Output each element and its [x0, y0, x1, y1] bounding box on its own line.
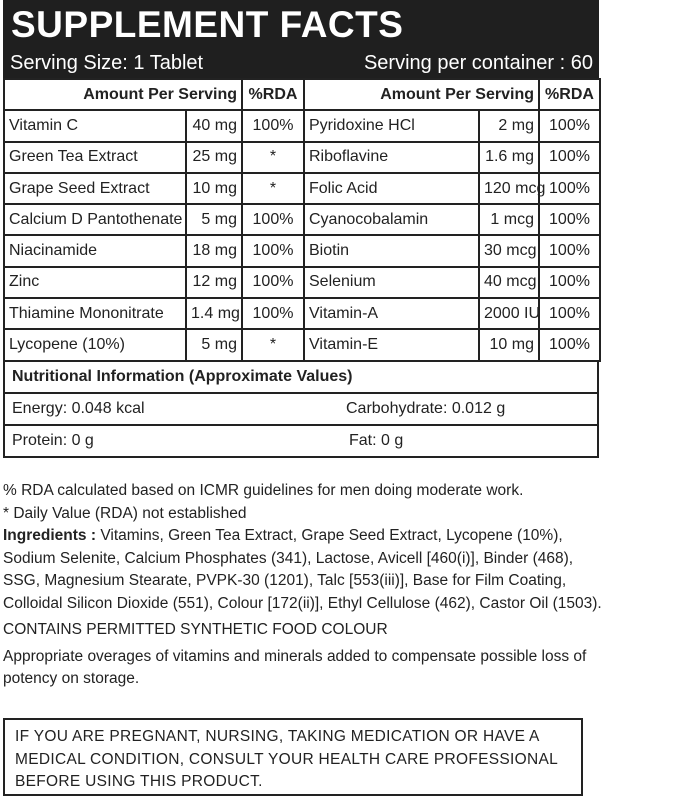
nutrient-name: Vitamin C [4, 110, 186, 141]
table-row [4, 329, 600, 360]
nutrient-name: Calcium D Pantothenate [4, 204, 186, 235]
nutrient-amount: 40 mg [186, 110, 242, 141]
nutrient-name: Grape Seed Extract [4, 173, 186, 204]
nutrient-rda: 100% [539, 298, 600, 329]
nutrition-row [5, 424, 597, 456]
nutrient-amount: 5 mg [186, 204, 242, 235]
nutrient-rda: 100% [242, 298, 304, 329]
rda-note: % RDA calculated based on ICMR guidelines for men doing moderate work. [3, 482, 524, 499]
table-row [4, 298, 600, 329]
nutrient-amount: 25 mg [186, 142, 242, 173]
nutrient-rda: * [242, 329, 304, 360]
nutrient-amount: 12 mg [186, 267, 242, 298]
ingredients-label: Ingredients : [3, 527, 97, 544]
nutrient-amount: 1 mcg [479, 204, 539, 235]
carbohydrate-value: Carbohydrate: 0.012 g [346, 399, 506, 417]
nutrient-name: Vitamin-A [304, 298, 479, 329]
energy-value: Energy: 0.048 kcal [12, 399, 145, 417]
ingredients-text: Vitamins, Green Tea Extract, Grape Seed Extract, Lycopene (10%), Sodium Selenite, Calcium Phosphates (341), Lactose, Avicell [460(i)], Binder (468), SSG, Magnesium Stearate, PVPK-30 (1201), Talc [553(iii)], Base for Film Coating, Colloidal Silicon Dioxide (551), Colour [172(ii)], Ethyl Cellulose (462), Castor Oil (1503). [3, 527, 602, 612]
nutrient-amount: 10 mg [479, 329, 539, 360]
nutrient-amount: 5 mg [186, 329, 242, 360]
nutrient-amount: 10 mg [186, 173, 242, 204]
nutrient-rda: 100% [242, 110, 304, 141]
nutrient-rda: 100% [539, 110, 600, 141]
nutrient-rda: 100% [539, 235, 600, 266]
nutrient-rda: 100% [242, 204, 304, 235]
table-row [4, 267, 600, 298]
nutrient-amount: 1.6 mg [479, 142, 539, 173]
nutrient-name: Cyanocobalamin [304, 204, 479, 235]
nutrient-name: Niacinamide [4, 235, 186, 266]
facts-table [3, 78, 601, 362]
nutrient-rda: * [242, 173, 304, 204]
nutrient-name: Zinc [4, 267, 186, 298]
nutrient-name: Riboflavine [304, 142, 479, 173]
nutrient-amount: 30 mcg [479, 235, 539, 266]
nutrition-title: Nutritional Information (Approximate Values) [12, 367, 353, 385]
protein-value: Protein: 0 g [12, 431, 94, 449]
table-row [4, 204, 600, 235]
table-row [4, 142, 600, 173]
overage-note: Appropriate overages of vitamins and minerals added to compensate possible loss of potency on storage. [3, 647, 587, 687]
nutrient-amount: 2000 IU [479, 298, 539, 329]
nutrient-name: Pyridoxine HCl [304, 110, 479, 141]
facts-header [3, 0, 599, 78]
nutrient-rda: 100% [539, 204, 600, 235]
nutrient-rda: 100% [539, 173, 600, 204]
ingredients [3, 525, 603, 615]
nutrition-title-row [5, 362, 597, 392]
nutrient-rda: 100% [539, 142, 600, 173]
nutrition-box [3, 362, 599, 458]
fat-value: Fat: 0 g [349, 431, 404, 449]
nutrient-rda: 100% [242, 235, 304, 266]
colour-note: CONTAINS PERMITTED SYNTHETIC FOOD COLOUR [3, 621, 388, 638]
nutrient-name: Biotin [304, 235, 479, 266]
amount-header-right: Amount Per Serving [304, 79, 539, 110]
facts-title: SUPPLEMENT FACTS [11, 4, 404, 45]
rda-header-left: %RDA [242, 79, 304, 110]
nutrient-rda: 100% [242, 267, 304, 298]
nutrient-amount: 2 mg [479, 110, 539, 141]
nutrient-rda: 100% [539, 329, 600, 360]
table-row [4, 173, 600, 204]
rda-header-right: %RDA [539, 79, 600, 110]
warning-box: IF YOU ARE PREGNANT, NURSING, TAKING MEDICATION OR HAVE A MEDICAL CONDITION, CONSULT YOUR HEALTH CARE PROFESSIONAL BEFORE USING THIS PRODUCT. [3, 718, 583, 796]
nutrient-name: Selenium [304, 267, 479, 298]
nutrient-name: Folic Acid [304, 173, 479, 204]
servings-per-container: Serving per container : 60 [363, 52, 593, 74]
nutrient-amount: 1.4 mg [186, 298, 242, 329]
serving-size: Serving Size: 1 Tablet [10, 52, 204, 74]
dv-note: * Daily Value (RDA) not established [3, 504, 247, 522]
table-row [4, 235, 600, 266]
nutrient-rda: 100% [539, 267, 600, 298]
table-row [4, 110, 600, 141]
nutrient-rda: * [242, 142, 304, 173]
nutrient-name: Lycopene (10%) [4, 329, 186, 360]
notes-section [3, 480, 603, 691]
nutrient-name: Vitamin-E [304, 329, 479, 360]
nutrition-row [5, 392, 597, 424]
supplement-facts-panel [3, 0, 599, 458]
nutrient-amount: 40 mcg [479, 267, 539, 298]
amount-header-left: Amount Per Serving [4, 79, 242, 110]
nutrient-name: Green Tea Extract [4, 142, 186, 173]
nutrient-amount: 18 mg [186, 235, 242, 266]
nutrient-amount: 120 mcg [479, 173, 539, 204]
nutrient-name: Thiamine Mononitrate [4, 298, 186, 329]
table-header-row [4, 79, 600, 110]
